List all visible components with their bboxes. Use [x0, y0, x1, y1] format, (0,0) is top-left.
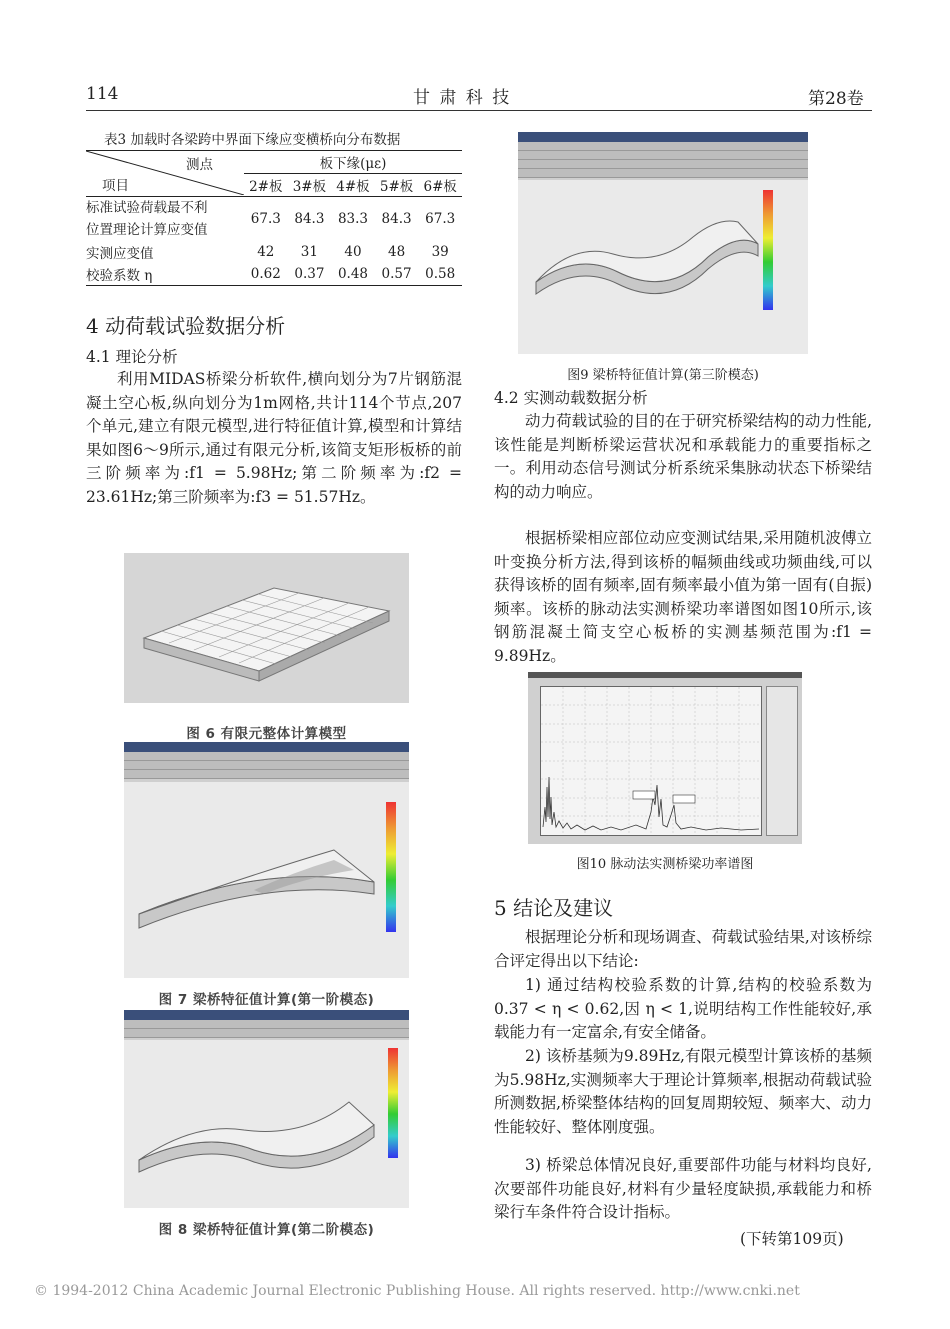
col-header: 3#板 [288, 174, 332, 197]
figure-8-caption: 图 8 梁桥特征值计算(第二阶模态) [158, 1222, 375, 1238]
figure-9-caption: 图9 梁桥特征值计算(第三阶模态) [567, 368, 759, 383]
power-spectrum-plot [541, 687, 761, 835]
mode2-graphic [124, 1010, 409, 1208]
figure-8-image [124, 1010, 409, 1208]
mode3-graphic [518, 132, 808, 354]
fem-model-graphic [124, 553, 409, 703]
col-header: 5#板 [375, 174, 419, 197]
conclusion-1: 1) 通过结构校验系数的计算,结构的校验系数为0.37 < η < 0.62,因 η < 1,说明结构工作性能较好,承载能力有一定富余,有安全储备。 [494, 976, 872, 1041]
section-5-intro: 根据理论分析和现场调查、荷载试验结果,对该桥综合评定得出以下结论: [494, 928, 872, 970]
col-header: 4#板 [331, 174, 375, 197]
section-4-1-paragraph: 利用MIDAS桥梁分析软件,横向划分为7片钢筋混凝土空心板,纵向划分为1m网格,共计114个节点,207个单元,建立有限元模型,进行特征值计算,模型和计算结果如图6～9所示,通过有限元分析,该简支矩形板桥的前三阶频率为:f1 = 5.98Hz;第二阶频率为:f2 = 23.61Hz;第三阶频率为:f3 = 51.57Hz。 [86, 370, 462, 506]
table-3 [86, 150, 462, 286]
copyright-footer: © 1994-2012 China Academic Journal Electronic Publishing House. All rights reserved. http://www.cnki.net [34, 1283, 800, 1299]
table-row: 标准试验荷载最不利 位置理论计算应变值 67.3 84.3 83.3 84.3 67.3 [86, 200, 456, 238]
figure-10-image [528, 672, 802, 844]
group-header: 板下缘(με) [244, 151, 462, 174]
window-titlebar [528, 672, 802, 678]
plot-area [540, 686, 762, 836]
table-corner-cell [86, 151, 244, 197]
figure-9-image [518, 132, 808, 354]
figure-7-caption: 图 7 梁桥特征值计算(第一阶模态) [158, 992, 375, 1008]
corner-top: 测点 [186, 157, 213, 173]
page-number: 114 [86, 84, 119, 104]
table-row: 校验系数 η 0.62 0.37 0.48 0.57 0.58 [86, 266, 456, 284]
section-5-heading: 5 结论及建议 [494, 896, 614, 920]
col-header: 2#板 [244, 174, 288, 197]
mode1-graphic [124, 742, 409, 978]
section-4-2-paragraph-2: 根据桥梁相应部位动应变测试结果,采用随机波傅立叶变换分析方法,得到该桥的幅频曲线或功频曲线,可以获得该桥的固有频率,固有频率最小值为第一固有(自振)频率。该桥的脉动法实测桥梁功率谱图如图10所示,该钢筋混凝土简支空心板桥的实测基频范围为:f1 = 9.89Hz。 [494, 529, 872, 665]
volume: 第28卷 [808, 89, 864, 109]
continued-note: (下转第109页) [740, 1230, 844, 1248]
conclusion-2: 2) 该桥基频为9.89Hz,有限元模型计算该桥的基频为5.98Hz,实测频率大于理论计算频率,根据动荷载试验所测数据,桥梁整体结构的回复周期较短、频率大、动力性能较好、整体刚度强。 [494, 1047, 872, 1136]
figure-6-caption: 图 6 有限元整体计算模型 [186, 726, 347, 742]
journal-title: 甘 肃 科 技 [413, 88, 512, 108]
table-row: 实测应变值 42 31 40 48 39 [86, 244, 449, 262]
figure-6-image [124, 553, 409, 703]
side-panel [766, 686, 798, 836]
section-4-2-paragraph-1: 动力荷载试验的目的在于研究桥梁结构的动力性能,该性能是判断桥梁运营状况和承载能力的重要指标之一。利用动态信号测试分析系统采集脉动状态下桥梁结构的动力响应。 [494, 412, 872, 501]
figure-10-caption: 图10 脉动法实测桥梁功率谱图 [576, 857, 754, 872]
section-4-1-heading: 4.1 理论分析 [86, 348, 178, 366]
col-header: 6#板 [418, 174, 462, 197]
section-4-2-heading: 4.2 实测动载数据分析 [494, 389, 648, 407]
table-title: 表3 加载时各梁跨中界面下缘应变横桥向分布数据 [104, 132, 401, 148]
section-4-heading: 4 动荷载试验数据分析 [86, 314, 286, 338]
conclusion-3: 3) 桥梁总体情况良好,重要部件功能与材料均良好,次要部件功能良好,材料有少量轻度缺损,承载能力和桥梁行车条件符合设计指标。 [494, 1156, 872, 1221]
figure-7-image [124, 742, 409, 978]
corner-bottom: 项目 [102, 178, 129, 194]
header-rule [86, 110, 872, 111]
